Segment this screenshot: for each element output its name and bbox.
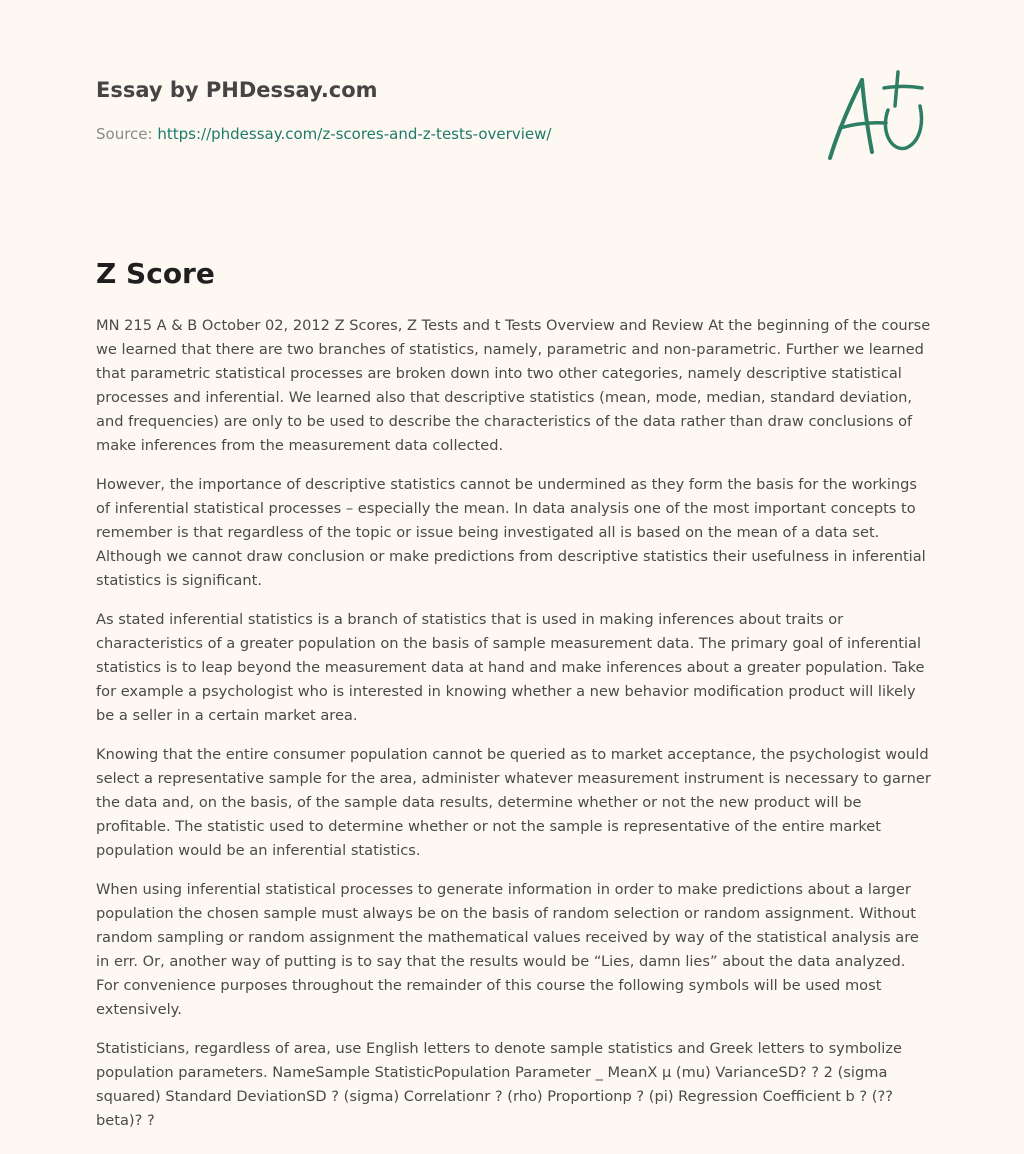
- source-line: [96, 124, 796, 144]
- essay-paragraph: However, the importance of descriptive statistics cannot be undermined as they form the basis for the workings of inferential statistical processes – especially the mean. In data analysis one of the most important concepts to remember is that regardless of the topic or issue being investigated all is based on the mean of a data set. Although we cannot draw conclusion or make predictions from descriptive statistics their usefulness in inferential statistics is significant.: [96, 476, 926, 589]
- essay-paragraph: As stated inferential statistics is a branch of statistics that is used in making inferences about traits or characteristics of a greater population on the basis of sample measurement data. The primary goal of inferential statistics is to leap beyond the measurement data at hand and make inferences about a greater population. Take for example a psychologist who is interested in knowing whether a new behavior modification product will likely be a seller in a certain market area.: [96, 611, 925, 724]
- page-header: [96, 76, 796, 144]
- essay-paragraph: Knowing that the entire consumer population cannot be queried as to market acceptance, the psychologist would select a representative sample for the area, administer whatever measurement instrument is necessary to garner the data and, on the basis, of the sample data results, determine whether or not the new product will be profitable. The statistic used to determine whether or not the sample is representative of the entire market population would be an inferential statistics.: [96, 746, 931, 859]
- essay-body: [96, 314, 932, 1148]
- essay-paragraph: Statisticians, regardless of area, use English letters to denote sample statistics and Greek letters to symbolize population parameters. NameSample StatisticPopulation Parameter _ MeanX µ (mu) VarianceSD? ? 2 (sigma squared) Standard DeviationSD ? (sigma) Correlationr ? (rho) Proportionp ? (pi) Regression Coefficient b ? (?? beta)? ?: [96, 1040, 902, 1129]
- source-link[interactable]: https://phdessay.com/z-scores-and-z-tests-overview/: [157, 125, 552, 143]
- essay-paragraph: When using inferential statistical processes to generate information in order to make predictions about a larger population the chosen sample must always be on the basis of random selection or random assignment. Without random sampling or random assignment the mathematical values received by way of the statistical analysis are in err. Or, another way of putting is to say that the results would be “Lies, damn lies” about the data analyzed. For convenience purposes throughout the remainder of this course the following symbols will be used most extensively.: [96, 881, 919, 1018]
- a-plus-logo-icon: [820, 66, 930, 166]
- source-label: Source:: [96, 125, 153, 143]
- essay-paragraph: MN 215 A & B October 02, 2012 Z Scores, Z Tests and t Tests Overview and Review At the beginning of the course we learned that there are two branches of statistics, namely, parametric and non-parametric. Further we learned that parametric statistical processes are broken down into two other categories, namely descriptive statistical processes and inferential. We learned also that descriptive statistics (mean, mode, median, standard deviation, and frequencies) are only to be used to describe the characteristics of the data rather than draw conclusions of make inferences from the measurement data collected.: [96, 317, 931, 454]
- essay-title: Z Score: [96, 257, 215, 290]
- site-title: Essay by PHDessay.com: [96, 78, 378, 102]
